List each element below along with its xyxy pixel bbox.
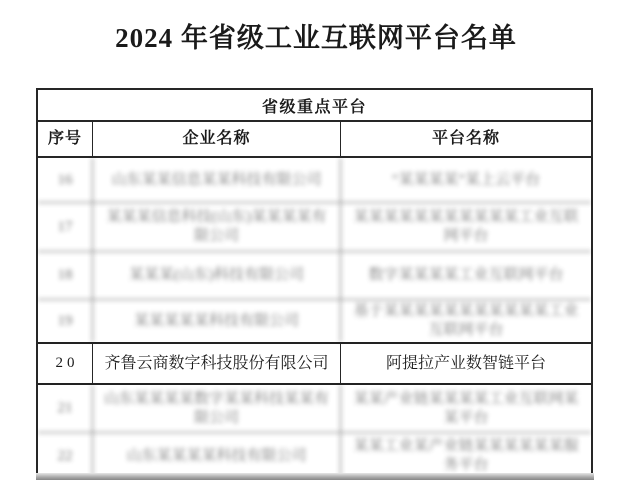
row-platform-cell: 某某工业某产业链某某某某某某服务平台 (353, 438, 579, 473)
row-company-cell: 山东某某某某科技有限公司 (93, 433, 341, 479)
row-company-cell: 某某某某某科技有限公司 (93, 300, 341, 342)
table-row (38, 300, 591, 342)
column-header-company: 企业名称 (93, 122, 341, 156)
row-platform-cell: 基于某某某某某某某某某某某工业互联网平台 (353, 303, 579, 338)
table-row (38, 342, 591, 385)
row-seq-cell: 21 (38, 385, 93, 432)
row-platform-cell: 阿提拉产业数智链平台 (385, 355, 546, 372)
row-company-cell: 某某某(山东)科技有限公司 (93, 252, 341, 299)
row-platform-cell: 某某某某某某某某某某某工业互联网平台 (353, 209, 579, 244)
row-seq-cell: 17 (38, 203, 93, 251)
row-company-cell: 某某某信息科技(山东)某某某某有限公司 (93, 203, 341, 251)
platform-table (36, 88, 593, 480)
row-seq-cell: 20 (38, 344, 93, 383)
table-body (38, 158, 591, 480)
table-row (38, 385, 591, 433)
column-header-seq: 序号 (38, 122, 93, 156)
row-platform-cell: 数字某某某某工业互联网平台 (368, 267, 564, 283)
table-row (38, 252, 591, 300)
row-company-cell: 齐鲁云商数字科技股份有限公司 (93, 344, 341, 383)
column-header-platform: 平台名称 (431, 130, 500, 147)
row-company-cell: 山东某某信息某某科技有限公司 (93, 158, 341, 202)
table-section-header (38, 90, 591, 122)
row-seq-cell: 22 (38, 433, 93, 479)
row-seq-cell: 18 (38, 252, 93, 299)
table-row (38, 203, 591, 252)
page-title: 2024 年省级工业互联网平台名单 (115, 23, 517, 53)
table-column-header-row (38, 122, 591, 158)
row-company-cell: 山东某某某某数字某某科技某某有限公司 (93, 385, 341, 432)
page-cut-shadow (36, 473, 594, 480)
table-row (38, 158, 591, 203)
section-header-label: 省级重点平台 (261, 98, 367, 116)
row-platform-cell: 某某产业链某某某某工业互联网某某平台 (353, 390, 579, 426)
row-seq-cell: 19 (38, 300, 93, 342)
row-platform-cell: “某某某某”某上云平台 (391, 171, 541, 188)
row-seq-cell: 16 (38, 158, 93, 202)
